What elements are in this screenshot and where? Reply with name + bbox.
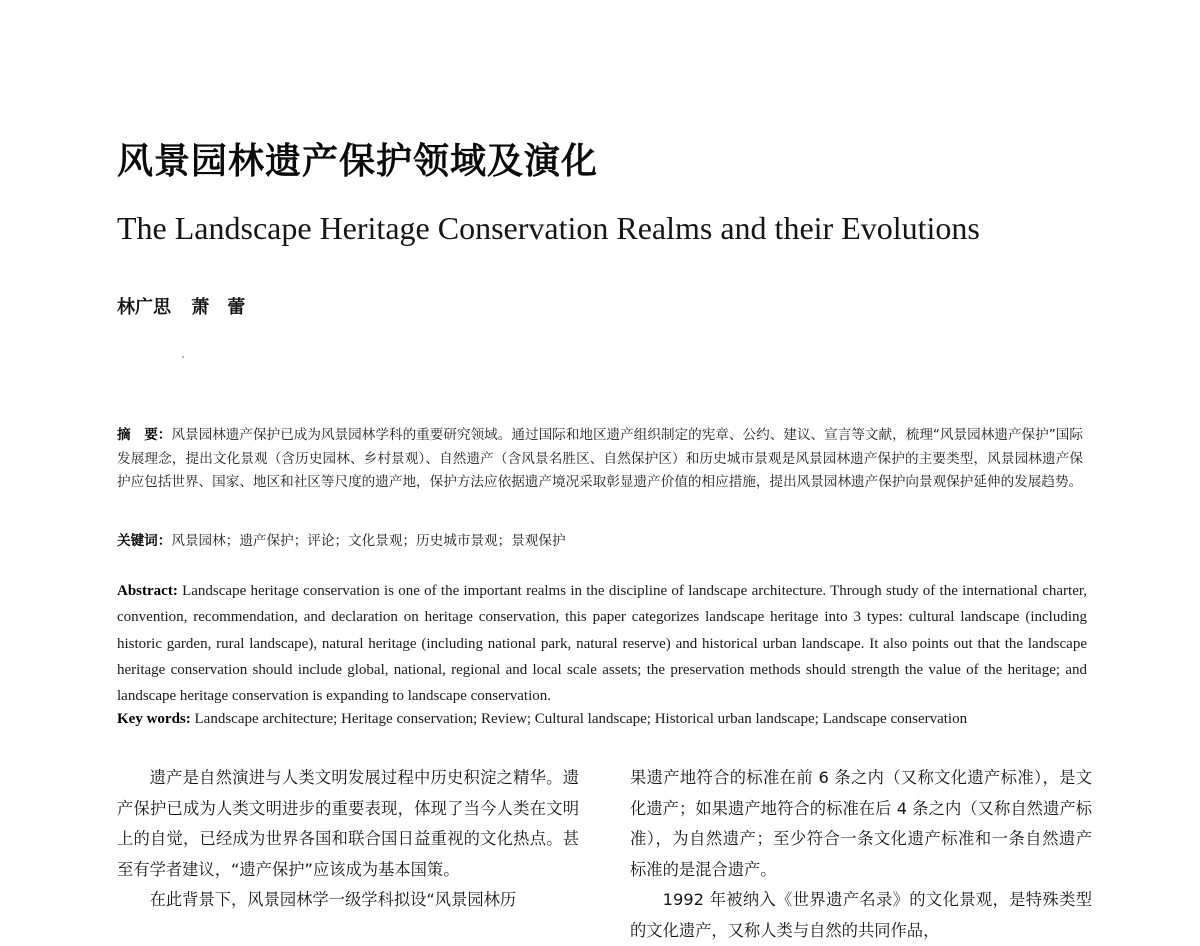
paper-title-zh: 风景园林遗产保护领域及演化 [117, 140, 599, 182]
scan-speck [182, 356, 184, 358]
abstract-zh-text: 风景园林遗产保护已成为风景园林学科的重要研究领域。通过国际和地区遗产组织制定的宪章、公约、建议、宣言等文献，梳理“风景园林遗产保护”国际发展理念，提出文化景观（含历史园林、乡村景观）、自然遗产（含风景名胜区、自然保护区）和历史城市景观是风景园林遗产保护的主要类型，风景园林遗产保护应包括世界、国家、地区和社区等尺度的遗产地，保护方法应依据遗产境况采取彰显遗产价值的相应措施，提出风景园林遗产保护向景观保护延伸的发展趋势。 [117, 427, 1083, 490]
author-2: 萧 蕾 [191, 297, 246, 318]
keywords-zh-label: 关键词： [117, 533, 172, 549]
body-column-right [630, 763, 1092, 946]
authors [117, 293, 259, 319]
keywords-en [117, 707, 1097, 731]
abstract-en-label: Abstract: [117, 583, 178, 599]
body-paragraph: 1992 年被纳入《世界遗产名录》的文化景观，是特殊类型的文化遗产，又称人类与自然的共同作品， [630, 890, 1092, 940]
abstract-zh-label: 摘 要： [117, 427, 172, 443]
author-1: 林广思 [117, 297, 171, 318]
body-paragraph: 在此背景下，风景园林学一级学科拟设“风景园林历 [149, 890, 517, 909]
body-paragraph: 遗产是自然演进与人类文明发展过程中历史积淀之精华。遗产保护已成为人类文明进步的重要表现，体现了当今人类在文明上的自觉，已经成为世界各国和联合国日益重视的文化热点。甚至有学者建议，“遗产保护”应该成为基本国策。 [117, 768, 579, 879]
body-column-left [117, 763, 579, 916]
abstract-zh [117, 424, 1083, 495]
keywords-zh-text: 风景园林；遗产保护；评论；文化景观；历史城市景观；景观保护 [171, 533, 566, 549]
keywords-en-label: Key words: [117, 711, 191, 727]
abstract-en [117, 578, 1087, 709]
abstract-en-text: Landscape heritage conservation is one of the important realms in the discipline of landscape architecture. Through study of the international charter, convention, recommendation, and declaration on heritage conservation, this paper categorizes landscape heritage into 3 types: cultural landscape (including historic garden, rural landscape), natural heritage (including national park, natural reserve) and historical urban landscape. It also points out that the landscape heritage conservation should include global, national, regional and local scale assets; the preservation methods should strength the value of the heritage; and landscape heritage conservation is expanding to landscape conservation. [117, 583, 1088, 705]
keywords-en-text: Landscape architecture; Heritage conservation; Review; Cultural landscape; Historical urban landscape; Landscape conservation [194, 711, 968, 727]
paper-title-en: The Landscape Heritage Conservation Realms and their Evolutions [117, 210, 980, 246]
body-paragraph: 果遗产地符合的标准在前 6 条之内（又称文化遗产标准），是文化遗产；如果遗产地符合的标准在后 4 条之内（又称自然遗产标准），为自然遗产；至少符合一条文化遗产标准和一条自然遗产标准的是混合遗产。 [630, 768, 1092, 879]
keywords-zh [117, 530, 1083, 553]
